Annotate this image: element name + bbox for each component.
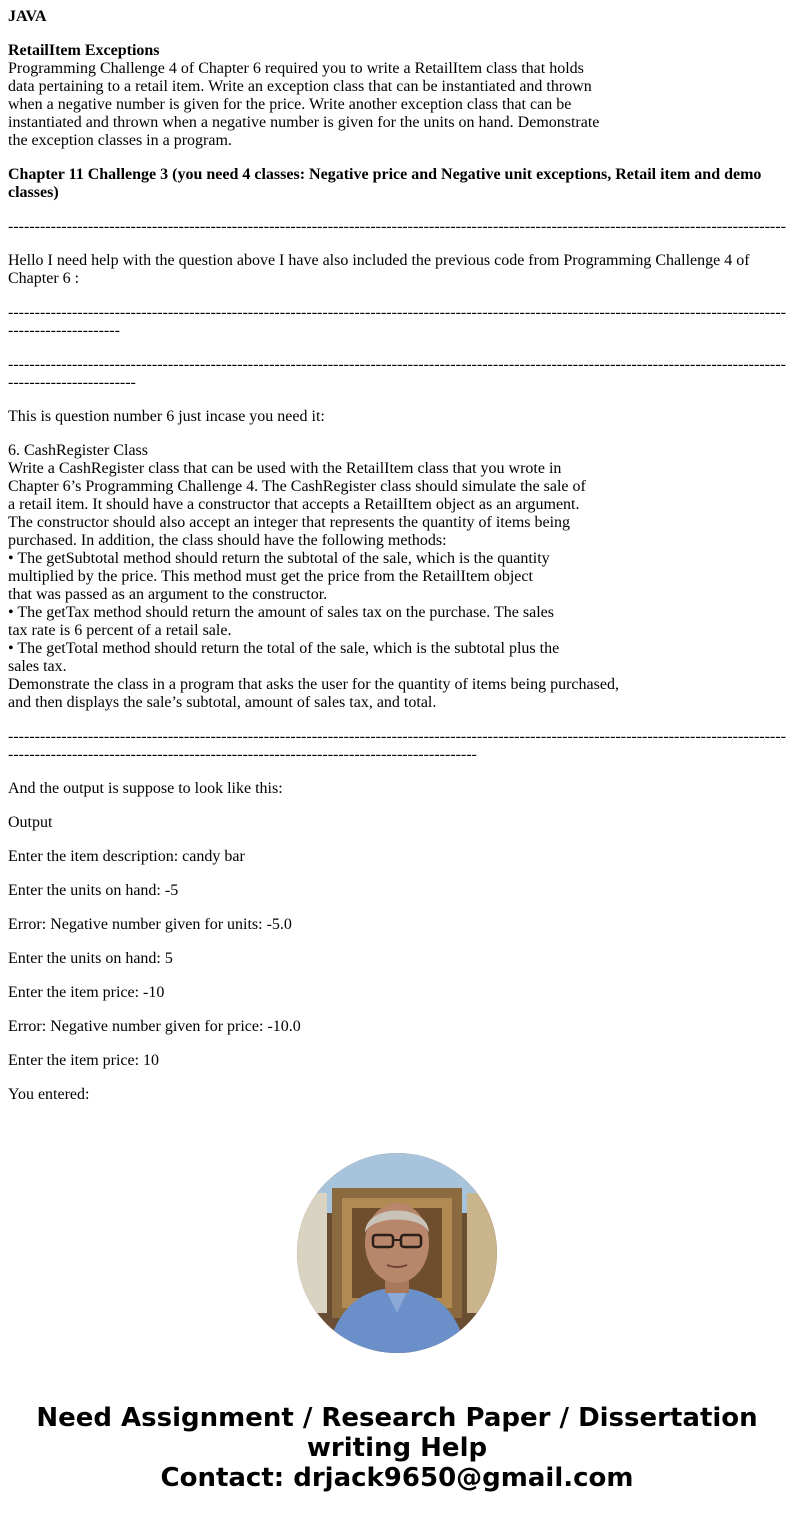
intro-paragraph: [8, 60, 786, 150]
question-line: • The getSubtotal method should return the subtotal of the sale, which is the quantity: [8, 550, 550, 567]
output-line: You entered:: [8, 1086, 90, 1103]
output-intro: And the output is suppose to look like this:: [8, 780, 283, 797]
question-line: The constructor should also accept an integer that represents the quantity of items being: [8, 514, 571, 531]
intro-line: Programming Challenge 4 of Chapter 6 required you to write a RetailItem class that holds: [8, 60, 584, 77]
output-line: Enter the item price: 10: [8, 1052, 160, 1069]
banner-contact-line: Contact: drjack9650@gmail.com: [160, 1463, 634, 1493]
output-line: Enter the units on hand: 5: [8, 950, 173, 967]
question-line: tax rate is 6 percent of a retail sale.: [8, 622, 232, 639]
question-line: and then displays the sale’s subtotal, amount of sales tax, and total.: [8, 694, 437, 711]
question-line: 6. CashRegister Class: [8, 442, 148, 459]
banner-line-2: writing Help: [306, 1433, 488, 1463]
intro-line: data pertaining to a retail item. Write an exception class that can be instantiated and thrown: [8, 78, 592, 95]
question-line: multiplied by the price. This method must get the price from the RetailItem object: [8, 568, 533, 585]
author-photo: [297, 1153, 497, 1353]
output-line: Error: Negative number given for price: -10.0: [8, 1018, 301, 1035]
intro-line: instantiated and thrown when a negative number is given for the units on hand. Demonstrate: [8, 114, 600, 131]
output-label: Output: [8, 814, 53, 831]
banner-line-1: Need Assignment / Research Paper / Dissertation: [36, 1403, 758, 1433]
question-line: Chapter 6’s Programming Challenge 4. The CashRegister class should simulate the sale of: [8, 478, 586, 495]
question-line: • The getTotal method should return the total of the sale, which is the subtotal plus the: [8, 640, 560, 657]
intro-line: the exception classes in a program.: [8, 132, 232, 149]
intro-line: when a negative number is given for the price. Write another exception class that can be: [8, 96, 572, 113]
question-line: Write a CashRegister class that can be used with the RetailItem class that you wrote in: [8, 460, 562, 477]
question-line: purchased. In addition, the class should have the following methods:: [8, 532, 447, 549]
output-line: Enter the units on hand: -5: [8, 882, 179, 899]
output-line: Error: Negative number given for units: -5.0: [8, 916, 292, 933]
question-line: a retail item. It should have a constructor that accepts a RetailItem object as an argument.: [8, 496, 580, 513]
question-line: • The getTax method should return the amount of sales tax on the purchase. The sales: [8, 604, 554, 621]
output-line: Enter the item description: candy bar: [8, 848, 245, 865]
question-paragraph: [8, 442, 786, 712]
separator: --------------------------------------------------------------------------------------------------------------------------------------------------: [8, 218, 786, 235]
separator: ------------------------------------------------------------------------------------------------------------------------------------------------------------------------------------------------------------------------------------------: [8, 728, 786, 763]
author-portrait-icon: [297, 1153, 497, 1353]
question-line: sales tax.: [8, 658, 67, 675]
question-content: [8, 8, 786, 1123]
output-line: Enter the item price: -10: [8, 984, 165, 1001]
question-line: Demonstrate the class in a program that asks the user for the quantity of items being purchased,: [8, 676, 619, 693]
doc-title: JAVA: [8, 8, 47, 25]
separator: --------------------------------------------------------------------------------------------------------------------------------------------------------------------------: [8, 356, 786, 391]
separator: -----------------------------------------------------------------------------------------------------------------------------------------------------------------------: [8, 304, 786, 339]
chapter-note: Chapter 11 Challenge 3 (you need 4 classes: Negative price and Negative unit exceptions, Retail item and demo classes): [8, 166, 762, 201]
contact-banner: [0, 1403, 794, 1493]
question-note: This is question number 6 just incase you need it:: [8, 408, 325, 425]
help-text: Hello I need help with the question above I have also included the previous code from Programming Challenge 4 of Chapter 6 :: [8, 252, 750, 287]
doc-heading: RetailItem Exceptions: [8, 42, 160, 59]
question-line: that was passed as an argument to the constructor.: [8, 586, 328, 603]
